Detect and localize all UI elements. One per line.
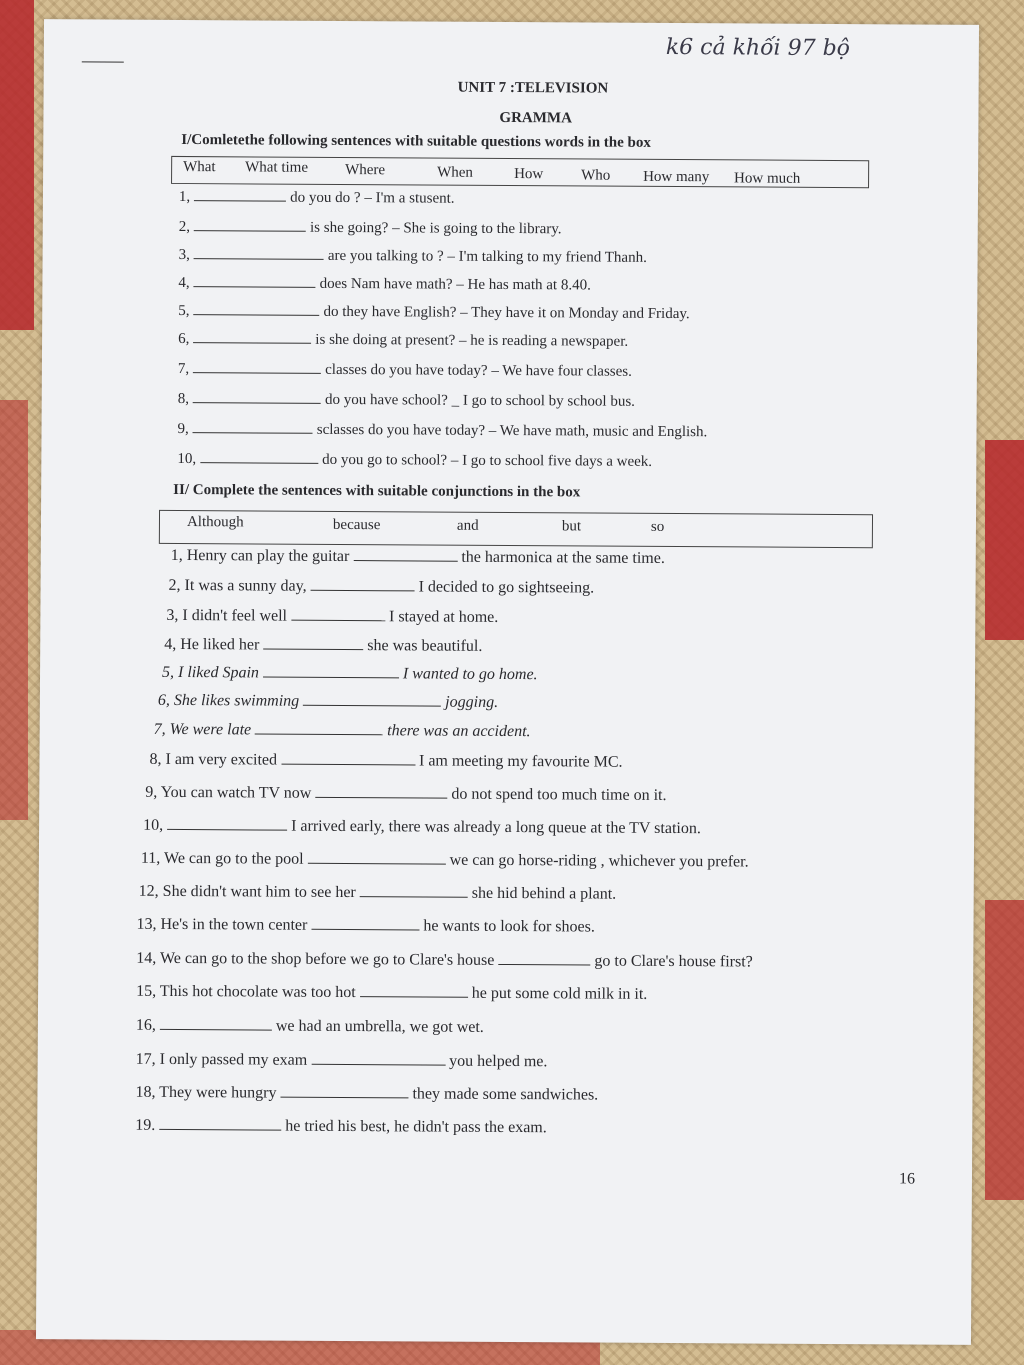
item-after: I arrived early, there was already a long queue at the TV station.	[291, 817, 701, 838]
subtitle: GRAMMA	[499, 109, 572, 127]
item-text: do you do ? – I'm a stusent.	[290, 189, 455, 207]
box-word-so: so	[650, 518, 665, 535]
s2-item-3	[166, 607, 498, 627]
s2-item-16	[136, 1017, 484, 1037]
answer-blank[interactable]	[160, 1017, 272, 1031]
s1-item-7	[178, 360, 632, 381]
s1-item-10	[177, 450, 652, 471]
s2-item-7	[154, 721, 531, 741]
box-word-who: Who	[581, 167, 611, 184]
s1-item-2	[179, 218, 562, 238]
s2-item-6	[158, 692, 498, 712]
mat-red-pattern-right	[985, 440, 1024, 640]
item-before: 8, I am very excited	[149, 750, 278, 769]
s1-item-4	[178, 274, 591, 295]
pen-mark	[82, 61, 124, 62]
answer-blank[interactable]	[193, 360, 321, 374]
box-word-where: Where	[345, 161, 386, 179]
item-before: 4, He liked her	[164, 635, 260, 654]
item-after: there was an accident.	[387, 722, 531, 741]
item-number: 10,	[177, 450, 197, 468]
answer-blank[interactable]	[311, 578, 415, 592]
s2-item-19	[135, 1117, 547, 1138]
answer-blank[interactable]	[308, 851, 446, 865]
answer-blank[interactable]	[280, 1085, 408, 1099]
s1-item-6	[178, 330, 628, 351]
answer-blank[interactable]	[263, 637, 363, 651]
item-after: he wants to look for shoes.	[423, 917, 595, 936]
section2-word-box	[159, 510, 873, 548]
item-before: 9, You can watch TV now	[145, 783, 312, 802]
item-before: 6, She likes swimming	[157, 691, 300, 710]
item-after: she was beautiful.	[367, 637, 483, 655]
item-number: 5,	[178, 302, 190, 320]
answer-blank[interactable]	[303, 693, 441, 707]
s2-item-14	[136, 950, 753, 972]
box-word-because: because	[332, 516, 381, 534]
item-before: 11, We can go to the pool	[140, 849, 304, 868]
item-number: 3,	[178, 246, 190, 264]
item-number: 4,	[178, 274, 190, 292]
item-after: go to Clare's house first?	[594, 952, 753, 971]
answer-blank[interactable]	[311, 1052, 445, 1066]
answer-blank[interactable]	[353, 548, 457, 562]
item-before: 15, This hot chocolate was too hot	[136, 982, 356, 1002]
item-after: I am meeting my favourite MC.	[418, 752, 623, 771]
s2-item-17	[136, 1051, 548, 1072]
item-before: 14, We can go to the shop before we go to Clare's house	[136, 949, 495, 969]
s2-item-2	[169, 577, 595, 598]
s1-item-1	[179, 188, 455, 208]
item-after: they made some sandwiches.	[412, 1085, 599, 1104]
section2-heading: II/ Complete the sentences with suitable conjunctions in the box	[173, 481, 581, 501]
s2-item-1	[171, 547, 665, 568]
answer-blank[interactable]	[200, 450, 318, 464]
answer-blank[interactable]	[159, 1117, 281, 1131]
box-word-when: When	[437, 164, 473, 181]
s1-item-5	[178, 302, 690, 323]
answer-blank[interactable]	[311, 917, 419, 931]
s2-item-9	[145, 784, 666, 805]
item-after: we had an umbrella, we got wet.	[275, 1017, 484, 1036]
item-text: is she doing at present? – he is reading a newspaper.	[315, 331, 629, 350]
s2-item-5	[162, 664, 538, 684]
item-after: the harmonica at the same time.	[461, 548, 665, 567]
mat-red-pattern-left-lower	[0, 400, 28, 820]
item-text: classes do you have today? – We have four classes.	[325, 361, 632, 380]
box-word-although: Although	[186, 514, 244, 531]
answer-blank[interactable]	[194, 274, 316, 288]
s1-item-9	[177, 420, 707, 441]
answer-blank[interactable]	[291, 608, 385, 622]
box-word-how-many: How many	[643, 168, 710, 186]
box-word-but: but	[561, 518, 582, 535]
item-text: sclasses do you have today? – We have math, music and English.	[316, 421, 708, 441]
s2-item-18	[135, 1084, 598, 1105]
answer-blank[interactable]	[360, 984, 468, 998]
item-text: is she going? – She is going to the library.	[309, 219, 562, 238]
mat-red-pattern-right-lower	[985, 900, 1024, 1200]
item-before: 10,	[143, 816, 164, 834]
box-word-what-time: What time	[245, 159, 309, 176]
box-word-how-much: How much	[734, 170, 801, 187]
item-after: he put some cold milk in it.	[471, 984, 648, 1003]
item-after: I decided to go sightseeing.	[418, 578, 595, 597]
mat-red-pattern-left	[0, 0, 34, 330]
s2-item-4	[164, 636, 482, 656]
s2-item-8	[149, 751, 622, 772]
item-before: 12, She didn't want him to see her	[138, 882, 356, 902]
s2-item-11	[141, 850, 749, 872]
unit-title: UNIT 7 :TELEVISION	[457, 79, 609, 97]
answer-blank[interactable]	[194, 246, 324, 260]
item-before: 18, They were hungry	[135, 1083, 277, 1102]
item-before: 3, I didn't feel well	[166, 606, 288, 625]
answer-blank[interactable]	[194, 218, 306, 232]
item-number: 6,	[178, 330, 190, 348]
page-number: 16	[898, 1170, 916, 1188]
worksheet-paper	[36, 19, 979, 1345]
item-after: do not spend too much time on it.	[451, 785, 667, 804]
s2-item-10	[143, 817, 701, 838]
answer-blank[interactable]	[193, 330, 311, 344]
item-text: do you have school? _ I go to school by school bus.	[324, 391, 635, 410]
box-word-and: and	[456, 517, 479, 534]
item-after: I wanted to go home.	[402, 665, 538, 684]
item-after: we can go horse-riding , whichever you prefer.	[449, 851, 749, 871]
item-text: do they have English? – They have it on Monday and Friday.	[323, 303, 690, 323]
item-before: 2, It was a sunny day,	[168, 576, 307, 595]
item-before: 1, Henry can play the guitar	[170, 546, 350, 566]
item-number: 7,	[177, 360, 190, 378]
item-before: 13, He's in the town center	[136, 915, 308, 934]
answer-blank[interactable]	[360, 884, 468, 898]
section1-heading: I/Comletethe following sentences with suitable questions words in the box	[181, 131, 651, 151]
answer-blank[interactable]	[281, 752, 415, 766]
item-after: she hid behind a plant.	[471, 884, 617, 903]
box-word-how: How	[514, 166, 544, 183]
s2-item-15	[136, 983, 647, 1004]
s2-item-12	[139, 883, 617, 904]
item-after: you helped me.	[449, 1052, 548, 1071]
item-text: does Nam have math? – He has math at 8.40.	[319, 275, 591, 294]
item-after: he tried his best, he didn't pass the exam.	[285, 1117, 547, 1137]
item-text: are you talking to ? – I'm talking to my friend Thanh.	[327, 247, 647, 266]
item-number: 2,	[178, 218, 191, 236]
item-number: 1,	[178, 188, 191, 206]
item-number: 9,	[177, 420, 189, 438]
item-text: do you go to school? – I go to school five days a week.	[322, 451, 653, 470]
s2-item-13	[136, 916, 594, 937]
handwritten-note: k6 cả khối 97 bộ	[665, 34, 851, 62]
answer-blank[interactable]	[167, 817, 287, 831]
answer-blank[interactable]	[193, 302, 319, 316]
answer-blank[interactable]	[193, 420, 313, 434]
item-before: 19.	[135, 1116, 156, 1134]
answer-blank[interactable]	[498, 952, 590, 966]
item-before: 7, We were late	[153, 720, 252, 739]
answer-blank[interactable]	[263, 665, 399, 679]
item-after: I stayed at home.	[388, 608, 499, 626]
item-after: jogging.	[445, 693, 499, 711]
answer-blank[interactable]	[315, 785, 447, 799]
item-before: 5, I liked Spain	[162, 663, 259, 682]
s1-item-3	[179, 246, 647, 267]
item-before: 16,	[135, 1016, 156, 1034]
answer-blank[interactable]	[193, 390, 321, 404]
item-number: 8,	[177, 390, 190, 408]
answer-blank[interactable]	[255, 721, 383, 735]
s1-item-8	[178, 390, 635, 411]
box-word-what: What	[183, 159, 216, 176]
item-before: 17, I only passed my exam	[135, 1050, 308, 1069]
answer-blank[interactable]	[194, 188, 286, 202]
